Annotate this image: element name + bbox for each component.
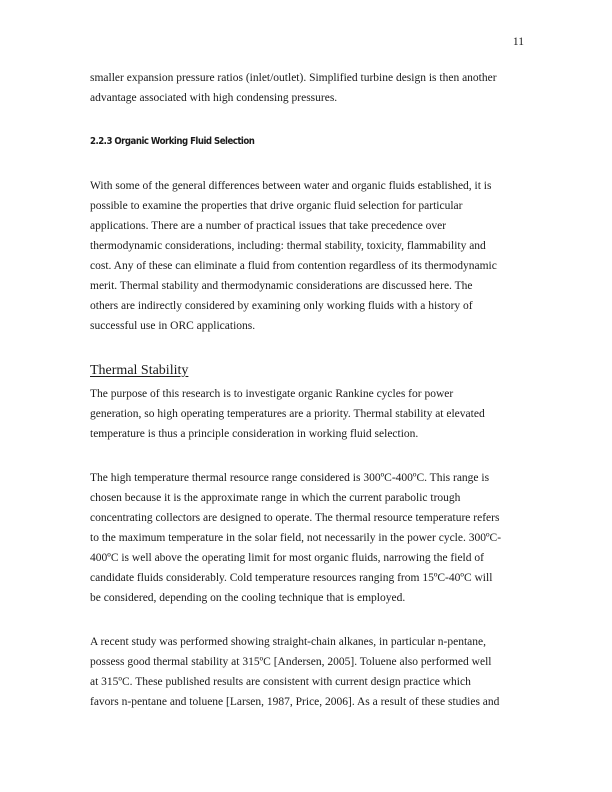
paragraph-line: The purpose of this research is to investigate organic Rankine cycles for power xyxy=(90,388,454,400)
thermal-paragraph-3 xyxy=(90,632,524,712)
selection-paragraph xyxy=(90,176,524,336)
paragraph-line: generation, so high operating temperatures are a priority. Thermal stability at elevated xyxy=(90,408,485,420)
paragraph-line: The high temperature thermal resource range considered is 300ºC-400ºC. This range is xyxy=(90,472,490,484)
paragraph-line: 400ºC is well above the operating limit for most organic fluids, narrowing the field of xyxy=(90,552,484,564)
thermal-paragraph-2 xyxy=(90,468,524,608)
paragraph-line: With some of the general differences between water and organic fluids established, it is xyxy=(90,180,492,192)
paragraph-line: successful use in ORC applications. xyxy=(90,320,256,332)
paragraph-line: merit. Thermal stability and thermodynamic considerations are discussed here. The xyxy=(90,280,473,292)
paragraph-line: cost. Any of these can eliminate a fluid from contention regardless of its thermodynamic xyxy=(90,260,497,272)
section-heading: 2.2.3 Organic Working Fluid Selection xyxy=(90,136,255,147)
paragraph-line: smaller expansion pressure ratios (inlet/outlet). Simplified turbine design is then another xyxy=(90,72,497,84)
paragraph-line: at 315ºC. These published results are consistent with current design practice which xyxy=(90,676,471,688)
paragraph-line: possess good thermal stability at 315ºC [Andersen, 2005]. Toluene also performed well xyxy=(90,656,492,668)
paragraph-line: concentrating collectors are designed to operate. The thermal resource temperature refers xyxy=(90,512,500,524)
paragraph-line: others are indirectly considered by examining only working fluids with a history of xyxy=(90,300,473,312)
paragraph-line: applications. There are a number of practical issues that take precedence over xyxy=(90,220,447,232)
paragraph-line: be considered, depending on the cooling technique that is employed. xyxy=(90,592,406,604)
page-number: 11 xyxy=(512,36,524,48)
thermal-stability-heading: Thermal Stability xyxy=(90,363,189,378)
paragraph-line: thermodynamic considerations, including: thermal stability, toxicity, flammability and xyxy=(90,240,486,252)
paragraph-line: favors n-pentane and toluene [Larsen, 1987, Price, 2006]. As a result of these studies and xyxy=(90,696,500,708)
intro-paragraph xyxy=(90,68,524,108)
paragraph-line: possible to examine the properties that drive organic fluid selection for particular xyxy=(90,200,463,212)
paragraph-line: A recent study was performed showing straight-chain alkanes, in particular n-pentane, xyxy=(90,636,486,648)
paragraph-line: candidate fluids considerably. Cold temperature resources ranging from 15ºC-40ºC will xyxy=(90,572,493,584)
paragraph-line: advantage associated with high condensing pressures. xyxy=(90,92,338,104)
thermal-paragraph-1 xyxy=(90,384,524,444)
paragraph-line: to the maximum temperature in the solar field, not necessarily in the power cycle. 300ºC- xyxy=(90,532,502,544)
paragraph-line: chosen because it is the approximate range in which the current parabolic trough xyxy=(90,492,461,504)
paragraph-line: temperature is thus a principle consideration in working fluid selection. xyxy=(90,428,419,440)
